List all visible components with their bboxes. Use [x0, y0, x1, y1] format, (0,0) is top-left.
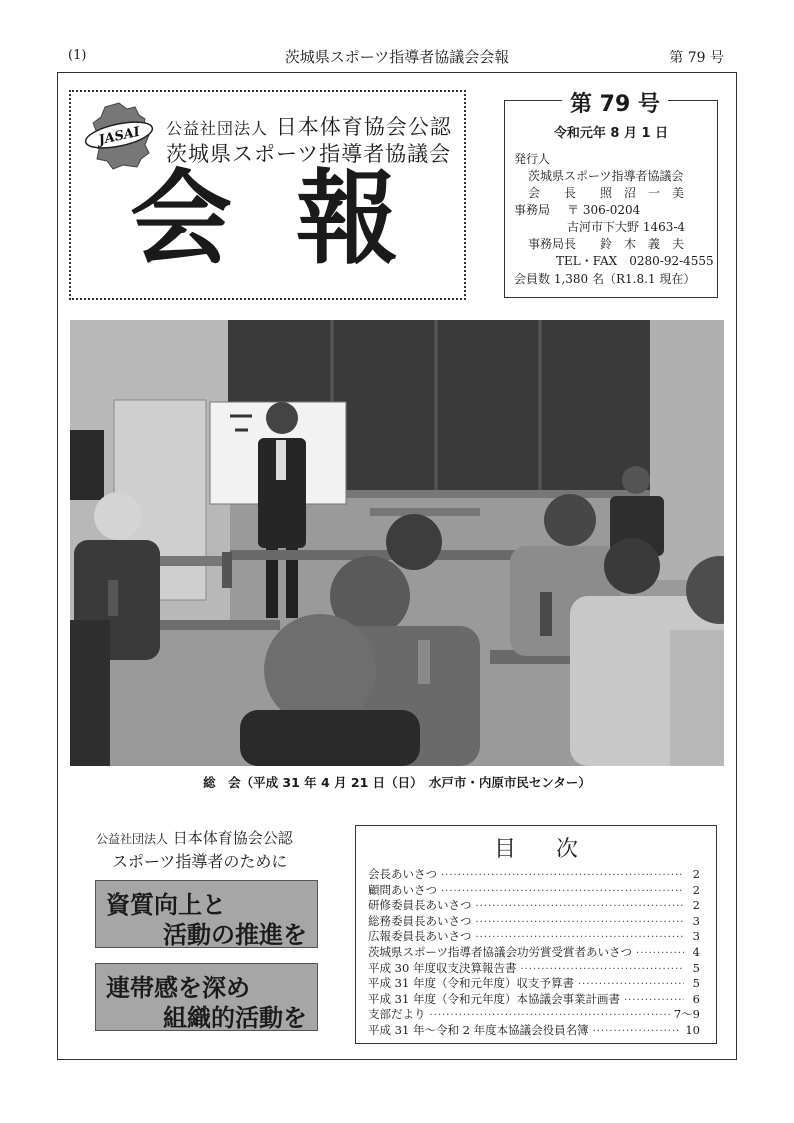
toc-item-title: 平成 31 年度（令和元年度）収支予算書	[368, 976, 574, 991]
meeting-photo	[70, 320, 724, 766]
toc-item-page: 2	[692, 898, 700, 913]
president: 会 長 照 沼 一 美	[528, 186, 685, 200]
toc-leader-dots	[476, 932, 685, 943]
toc-item-title: 茨城県スポーツ指導者協議会功労賞受賞者あいさつ	[368, 944, 633, 959]
banner-2-line-2: 組織的活動を	[163, 1004, 307, 1032]
slogan-banner-1	[95, 880, 318, 948]
toc-list	[368, 866, 700, 1038]
banner-1-line-1: 資質向上と	[106, 891, 226, 919]
toc-item-title: 顧問あいさつ	[368, 882, 437, 897]
org-prefix: 公益社団法人	[166, 119, 269, 138]
office-postal: 〒 306-0204	[567, 203, 641, 217]
tel-fax: TEL・FAX 0280-92-4555	[556, 254, 714, 268]
toc-leader-dots	[624, 995, 684, 1006]
slogan-header-2: スポーツ指導者のために	[112, 852, 288, 871]
toc-item-page: 6	[692, 991, 700, 1006]
toc-item-page: 3	[692, 929, 700, 944]
toc-leader-dots	[476, 901, 685, 912]
newsletter-title: 会報	[130, 159, 462, 279]
toc-item-page: 7〜9	[673, 1007, 700, 1022]
toc-item-title: 総務委員長あいさつ	[368, 913, 472, 928]
toc-item-page: 3	[692, 913, 700, 928]
toc-item	[368, 882, 700, 898]
page-number-label: (1)	[68, 48, 87, 63]
toc-item-page: 2	[692, 882, 700, 897]
toc-item-title: 平成 31 年〜令和 2 年度本協議会役員名簿	[368, 1022, 589, 1037]
toc-leader-dots	[441, 870, 684, 881]
toc-item	[368, 913, 700, 929]
toc-item	[368, 1022, 700, 1038]
toc-item-title: 会長あいさつ	[368, 867, 437, 881]
publisher-org: 茨城県スポーツ指導者協議会	[528, 169, 684, 183]
toc-item-page: 5	[692, 976, 700, 991]
logo-text: JASAI	[97, 124, 142, 149]
office-chief: 事務局長 鈴 木 義 夫	[528, 237, 685, 251]
toc-item-title: 研修委員長あいさつ	[368, 898, 472, 913]
toc-item-title: 広報委員長あいさつ	[368, 929, 472, 944]
slogan-accreditation: 日本体育協会公認	[172, 829, 293, 847]
slogan-header-1	[96, 827, 293, 848]
issue-number: 第 79 号	[562, 87, 668, 118]
toc-item	[368, 928, 700, 944]
toc-item-page: 10	[685, 1022, 700, 1037]
toc-item-title: 平成 30 年度収支決算報告書	[368, 960, 517, 975]
office-label: 事務局	[514, 203, 551, 217]
member-count: 会員数 1,380 名（R1.8.1 現在）	[514, 272, 696, 286]
office-address: 古河市下大野 1463-4	[567, 220, 686, 234]
toc-item-title: 支部だより	[368, 1007, 426, 1022]
toc-item-page: 5	[692, 960, 700, 975]
toc-title: 目次	[493, 837, 618, 862]
publisher-label: 発行人	[514, 152, 551, 166]
toc-leader-dots	[476, 917, 685, 928]
slogan-banner-2	[95, 963, 318, 1031]
toc-item	[368, 991, 700, 1007]
banner-1-line-2: 活動の推進を	[163, 921, 307, 949]
banner-2-line-1: 連帯感を深め	[106, 974, 250, 1002]
toc-item	[368, 897, 700, 913]
toc-leader-dots	[430, 1010, 670, 1021]
issue-date: 令和元年 8 月 1 日	[553, 126, 669, 141]
toc-leader-dots	[636, 948, 684, 959]
issue-label: 第 79 号	[669, 50, 724, 66]
photo-caption: 総 会（平成 31 年 4 月 21 日（日） 水戸市・内原市民センター）	[203, 775, 591, 790]
toc-item-page: 2	[692, 867, 700, 881]
toc-item	[368, 975, 700, 991]
publication-title: 茨城県スポーツ指導者協議会会報	[284, 48, 510, 66]
toc-item-title: 平成 31 年度（令和元年度）本協議会事業計画書	[368, 991, 620, 1006]
toc-item	[368, 866, 700, 882]
toc-item	[368, 1006, 700, 1022]
org-name: 茨城県スポーツ指導者協議会	[166, 142, 452, 166]
toc-item	[368, 960, 700, 976]
toc-leader-dots	[578, 979, 684, 990]
toc-leader-dots	[441, 886, 684, 897]
toc-leader-dots	[520, 964, 684, 975]
org-line-1	[166, 111, 452, 141]
toc-leader-dots	[593, 1026, 682, 1037]
slogan-prefix: 公益社団法人	[96, 832, 169, 846]
toc-item-page: 4	[692, 944, 700, 959]
toc-item	[368, 944, 700, 960]
org-accreditation: 日本体育協会公認	[275, 115, 452, 139]
